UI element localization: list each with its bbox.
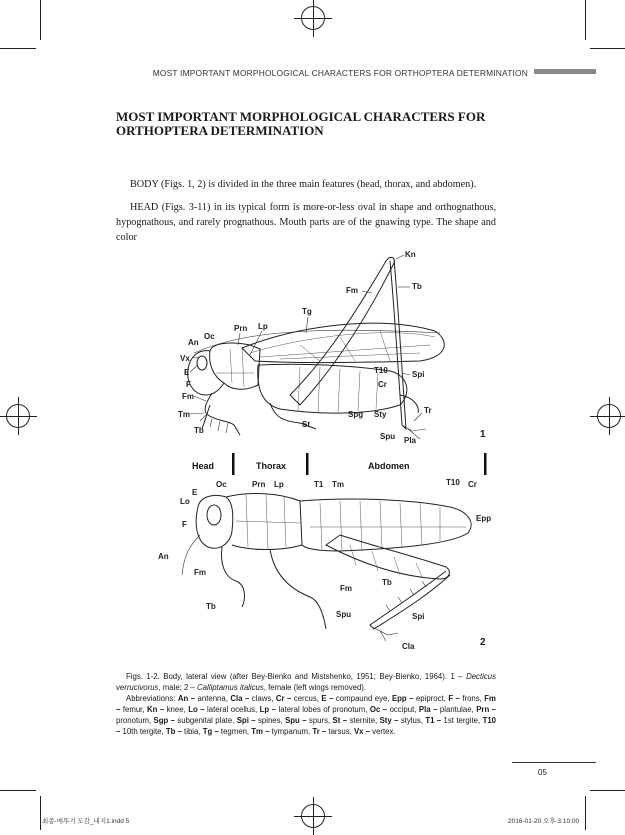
abbreviation-key: Cla –: [230, 694, 250, 703]
caption-line: Figs. 1-2. Body, lateral view (after Bey-Bienko and Mistshenko, 1951; Bey-Bienko, 1964). 1 – Decticus verrucivorus, male; 2 – Calliptamus italicus, female (left wings removed).: [116, 672, 496, 692]
label-oc: Oc: [204, 332, 215, 341]
abbreviation-key: An –: [177, 694, 196, 703]
label-an: An: [188, 338, 199, 347]
fig1-number: 1: [480, 429, 486, 440]
abbreviation-value: tympanum,: [269, 727, 313, 736]
label-kn: Kn: [405, 250, 416, 259]
abbreviation-value: tegmen,: [218, 727, 252, 736]
abbreviation-value: compaund eye,: [333, 694, 392, 703]
crop-mark: [590, 790, 625, 791]
label-prn: Prn: [234, 324, 248, 333]
abbreviation-value: cercus,: [291, 694, 322, 703]
fig1-insect: [188, 257, 445, 439]
abbreviation-value: epiproct,: [413, 694, 449, 703]
fig2-hind-tarsus: [372, 627, 398, 641]
abbreviation-value: stylus,: [398, 716, 426, 725]
abbreviation-key: Sty –: [379, 716, 399, 725]
abbreviation-value: plantulae,: [437, 705, 477, 714]
abbreviation-key: Spu –: [285, 716, 307, 725]
label2-cr: Cr: [468, 480, 477, 489]
abbreviation-value: knee,: [164, 705, 189, 714]
crop-mark: [590, 48, 625, 49]
fig1-antenna: [194, 330, 440, 353]
segment-abdomen: Abdomen: [368, 461, 410, 471]
abbreviation-value: pronotum,: [116, 716, 154, 725]
label2-tb-hind: Tb: [382, 578, 392, 587]
label2-lp: Lp: [274, 480, 284, 489]
label-cr: Cr: [378, 380, 387, 389]
fig2-abdomen-segments: [310, 501, 466, 551]
label2-f: F: [182, 520, 187, 529]
fig1-tegmen-veins: [250, 331, 435, 361]
segment-thorax: Thorax: [256, 461, 287, 471]
fig1-fore-leg: [202, 393, 240, 435]
segment-head: Head: [192, 461, 215, 471]
abbreviation-key: Fm –: [116, 694, 496, 714]
label-f: F: [186, 380, 191, 389]
label-e: E: [184, 368, 190, 377]
fig2-hind-femur: [326, 535, 449, 579]
crop-mark: [0, 48, 36, 49]
running-head-bar: [534, 69, 596, 74]
abbreviation-key: Tr –: [312, 727, 327, 736]
abbreviation-key: Oc –: [369, 705, 388, 714]
abbreviation-value: tarsus,: [326, 727, 354, 736]
abbreviation-value: femur,: [120, 705, 147, 714]
abbreviation-key: T10 –: [116, 716, 496, 736]
abbreviation-value: antenna,: [195, 694, 231, 703]
fig2-abdomen: [300, 499, 471, 551]
label-tg: Tg: [302, 307, 312, 316]
fig2-eye: [207, 505, 221, 525]
fig2-head: [196, 495, 233, 548]
page-number: 05: [538, 768, 547, 777]
label2-tm: Tm: [332, 480, 344, 489]
paragraph-head: HEAD (Figs. 3-11) in its typical form is more-or-less oval in shape and orthognathous, hypognathous, and rarely prognathous. Mouth parts are of the gnawing type. The shape and color: [116, 202, 496, 243]
species-2: Calliptamus italicus: [197, 683, 264, 692]
crop-mark: [585, 0, 586, 40]
abbreviation-key: Tg –: [202, 727, 219, 736]
abbreviation-value: vertex.: [370, 727, 396, 736]
fig2-labels: [158, 478, 491, 651]
abbreviation-value: 10th tergite,: [120, 727, 166, 736]
registration-mark: [301, 804, 325, 828]
label-tb: Tb: [412, 282, 422, 291]
fig2-pronotum: [226, 494, 302, 550]
abbreviation-key: Lo –: [188, 705, 205, 714]
label2-epp: Epp: [476, 514, 492, 523]
crop-mark: [0, 790, 36, 791]
fig2-insect: [182, 494, 471, 641]
abbreviations: Abbreviations: An – antenna, Cla – claws, Cr – cercus, E – compaund eye, Epp – epiproct, F – frons, Fm – femur, Kn – knee, Lo – lateral ocellus, Lp – lateral lobes of pronotum, Oc – occiput, Pla – plantulae, Prn – pronotum, Sgp – subgenital plate, Spi – spines, Spu – spurs, St – sternite, Sty – stylus, T1 – 1st tergite, T10 – 10th tergite, Tb – tibia, Tg – tegmen, Tm – tympanum, Tr – tarsus, Vx – vertex.: [116, 694, 497, 736]
crop-mark: [40, 796, 41, 830]
label-tb-fore: Tb: [194, 426, 204, 435]
crop-mark: [585, 796, 586, 830]
abbreviation-value: spurs,: [306, 716, 333, 725]
fig2-mid-leg: [270, 549, 326, 629]
fig1-eye: [197, 356, 207, 370]
page-number-rule: [512, 762, 596, 763]
label2-fm: Fm: [194, 568, 206, 577]
registration-mark: [597, 404, 621, 428]
label2-an: An: [158, 552, 169, 561]
abbreviation-key: T1 –: [425, 716, 442, 725]
abbreviation-value: claws,: [249, 694, 276, 703]
abbreviation-key: F –: [448, 694, 460, 703]
fig1-cercus: [400, 395, 418, 413]
abbreviation-key: Epp –: [391, 694, 414, 703]
fig2-tibia-spines: [386, 581, 426, 611]
label2-fm-hind: Fm: [340, 584, 352, 593]
body-segment-bar: [192, 453, 487, 475]
label-pla: Pla: [404, 436, 417, 445]
label-tm: Tm: [178, 410, 190, 419]
label-tr: Tr: [424, 406, 432, 415]
abbreviation-value: subgenital plate,: [174, 716, 237, 725]
label2-cla: Cla: [402, 642, 415, 651]
abbreviation-key: Cr –: [275, 694, 292, 703]
label-lp: Lp: [258, 322, 268, 331]
abbreviation-value: spines,: [255, 716, 286, 725]
slug-left: 최종-메뚜기 도감_내지1.indd 5: [42, 818, 130, 825]
abbreviation-value: 1st tergite,: [441, 716, 483, 725]
abbreviation-key: E –: [321, 694, 334, 703]
label2-spu: Spu: [336, 610, 352, 619]
label-vx: Vx: [180, 354, 190, 363]
label2-t1: T1: [314, 480, 324, 489]
abbreviation-key: Tb –: [165, 727, 182, 736]
abbreviation-value: lateral lobes of pronotum,: [276, 705, 370, 714]
abbreviation-key: Lp –: [259, 705, 277, 714]
label-fm-fore: Fm: [182, 392, 194, 401]
abbreviation-key: Vx –: [353, 727, 371, 736]
fig1-labels: [178, 250, 486, 445]
label-st: St: [302, 420, 310, 429]
fig2-number: 2: [480, 637, 486, 648]
label2-t10: T10: [446, 478, 460, 487]
label2-lo: Lo: [180, 497, 190, 506]
label2-prn: Prn: [252, 480, 266, 489]
registration-mark: [6, 404, 30, 428]
abbreviation-key: St –: [332, 716, 348, 725]
label-fm: Fm: [346, 286, 358, 295]
abbreviation-value: lateral ocellus,: [204, 705, 260, 714]
label-spu: Spu: [380, 432, 396, 441]
figure-caption: [116, 671, 496, 737]
abbreviation-value: sternite,: [347, 716, 380, 725]
abbreviation-key: Spi –: [236, 716, 256, 725]
fig2-fore-leg: [222, 547, 245, 607]
fig1-hind-tibia: [390, 259, 406, 429]
abbreviation-value: occiput,: [387, 705, 419, 714]
abbreviation-key: Prn –: [476, 705, 497, 714]
label-spg: Spg: [348, 410, 364, 419]
label-sty: Sty: [374, 410, 387, 419]
label-t10: T10: [374, 366, 388, 375]
abbreviation-key: Tm –: [251, 727, 270, 736]
page-title: MOST IMPORTANT MORPHOLOGICAL CHARACTERS FOR ORTHOPTERA DETERMINATION: [116, 109, 486, 138]
abbreviation-value: frons,: [459, 694, 485, 703]
abbreviation-value: tibia,: [181, 727, 203, 736]
registration-mark: [301, 6, 325, 30]
running-head: MOST IMPORTANT MORPHOLOGICAL CHARACTERS FOR ORTHOPTERA DETERMINATION: [152, 68, 528, 78]
label2-spi: Spi: [412, 612, 425, 621]
abbreviation-key: Sgp –: [153, 716, 175, 725]
crop-mark: [40, 0, 41, 40]
label2-tb: Tb: [206, 602, 216, 611]
abbreviation-key: Pla –: [418, 705, 438, 714]
fig2-pronotum-detail: [236, 495, 300, 549]
label2-e: E: [192, 488, 198, 497]
slug-right: 2016-01-20 오후 3:10:00: [508, 818, 580, 825]
label2-oc: Oc: [216, 480, 227, 489]
abbreviation-key: Kn –: [146, 705, 165, 714]
species-1: Decticus verrucivorus: [116, 672, 496, 692]
label-spi: Spi: [412, 370, 425, 379]
figure-body-lateral: [150, 245, 510, 655]
paragraph-body: BODY (Figs. 1, 2) is divided in the three main features (head, thorax, and abdomen).: [130, 179, 477, 190]
